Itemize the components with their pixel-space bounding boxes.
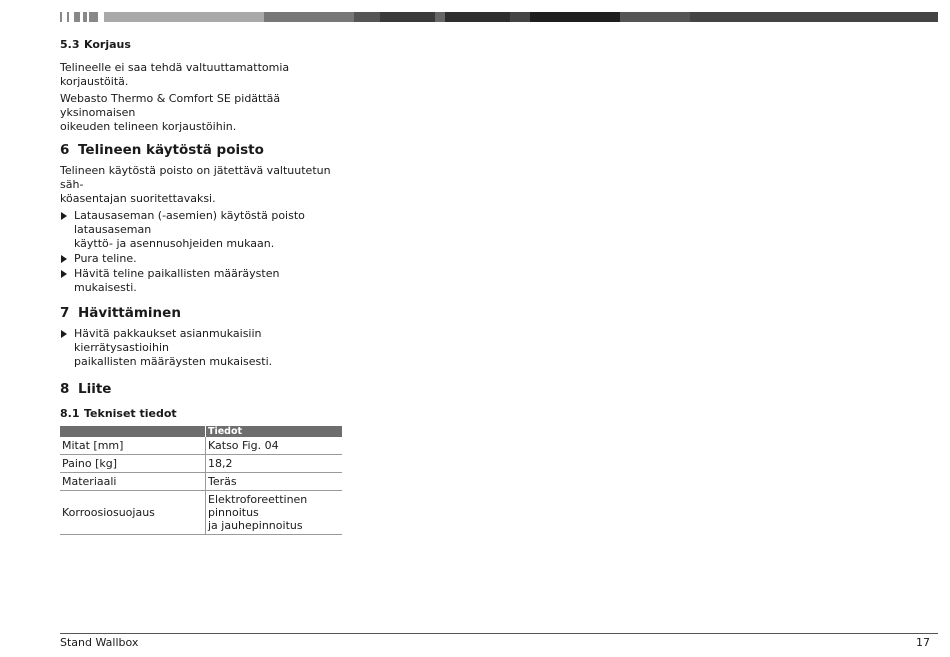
instruction-list — [60, 209, 345, 295]
list-item — [60, 209, 345, 251]
table-cell-label: Paino [kg] — [60, 455, 206, 473]
table-row — [60, 473, 342, 491]
text-line: köasentajan suoritettavaksi. — [60, 192, 216, 205]
header-bar-segment — [104, 12, 264, 22]
section-title: Liite — [78, 381, 112, 397]
paragraph — [60, 164, 345, 206]
text-line: Hävitä pakkaukset asianmukaisiin kierrätysastioihin — [74, 327, 262, 354]
section-8-heading — [60, 381, 345, 397]
table-header-cell — [60, 426, 206, 437]
table-cell-value — [206, 491, 343, 535]
list-item — [60, 327, 345, 369]
page-content — [60, 38, 345, 535]
section-number: 8 — [60, 381, 70, 397]
header-bar-segment — [89, 12, 98, 22]
text-line: Pura teline. — [74, 252, 137, 265]
table-header-row — [60, 426, 342, 437]
page-number: 17 — [916, 636, 930, 649]
text-line: oikeuden telineen korjaustöihin. — [60, 120, 237, 133]
table-row — [60, 455, 342, 473]
paragraph: Telineelle ei saa tehdä valtuuttamattomia korjaustöitä. — [60, 61, 290, 88]
section-number: 8.1 — [60, 407, 80, 420]
text-line: paikallisten määräysten mukaisesti. — [74, 355, 273, 368]
header-bar-segment — [510, 12, 530, 22]
header-bar-segment — [354, 12, 380, 22]
table-cell-label: Mitat [mm] — [60, 437, 206, 455]
instruction-list — [60, 327, 345, 369]
list-item — [60, 267, 345, 295]
text-line: käyttö- ja asennusohjeiden mukaan. — [74, 237, 275, 250]
tech-data-table — [60, 426, 342, 535]
header-bar-segment — [264, 12, 354, 22]
footer-divider — [60, 633, 938, 634]
paragraph — [60, 92, 345, 134]
table-row — [60, 437, 342, 455]
section-title: Korjaus — [84, 38, 131, 51]
header-bar-segment — [530, 12, 620, 22]
header-decor-bar — [60, 12, 938, 22]
table-cell-value: Katso Fig. 04 — [206, 437, 343, 455]
header-bar-segment — [60, 12, 62, 22]
section-title: Hävittäminen — [78, 305, 181, 321]
section-7-heading — [60, 305, 345, 321]
header-bar-segment — [435, 12, 445, 22]
list-item — [60, 252, 345, 266]
table-cell-label: Korroosiosuojaus — [60, 491, 206, 535]
section-title: Tekniset tiedot — [84, 407, 177, 420]
header-bar-segment — [620, 12, 690, 22]
bullet-triangle-icon — [61, 212, 67, 220]
table-cell-label: Materiaali — [60, 473, 206, 491]
table-cell-value: Teräs — [206, 473, 343, 491]
text-line: Elektroforeettinen pinnoitus — [208, 493, 308, 519]
text-line: Hävitä teline paikallisten määräysten mukaisesti. — [74, 267, 280, 294]
section-number: 7 — [60, 305, 70, 321]
section-6-heading — [60, 142, 345, 158]
text-line: Webasto Thermo & Comfort SE pidättää yksinomaisen — [60, 92, 281, 119]
text-line: Telineen käytöstä poisto on jätettävä valtuutetun säh- — [60, 164, 331, 191]
section-8-1-heading — [60, 407, 345, 420]
header-bar-segment — [690, 12, 938, 22]
section-5-3-heading — [60, 38, 345, 51]
section-number: 5.3 — [60, 38, 80, 51]
header-bar-segment — [74, 12, 80, 22]
header-bar-segment — [445, 12, 510, 22]
header-bar-segment — [83, 12, 87, 22]
section-number: 6 — [60, 142, 70, 158]
bullet-triangle-icon — [61, 330, 67, 338]
table-cell-value: 18,2 — [206, 455, 343, 473]
footer-document-title: Stand Wallbox — [60, 636, 139, 649]
bullet-triangle-icon — [61, 255, 67, 263]
header-bar-segment — [67, 12, 69, 22]
table-row — [60, 491, 342, 535]
section-title: Telineen käytöstä poisto — [78, 142, 264, 158]
table-header-cell: Tiedot — [206, 426, 343, 437]
text-line: ja jauhepinnoitus — [208, 519, 303, 532]
text-line: Latausaseman (-asemien) käytöstä poisto latausaseman — [74, 209, 305, 236]
bullet-triangle-icon — [61, 270, 67, 278]
header-bar-segment — [380, 12, 435, 22]
